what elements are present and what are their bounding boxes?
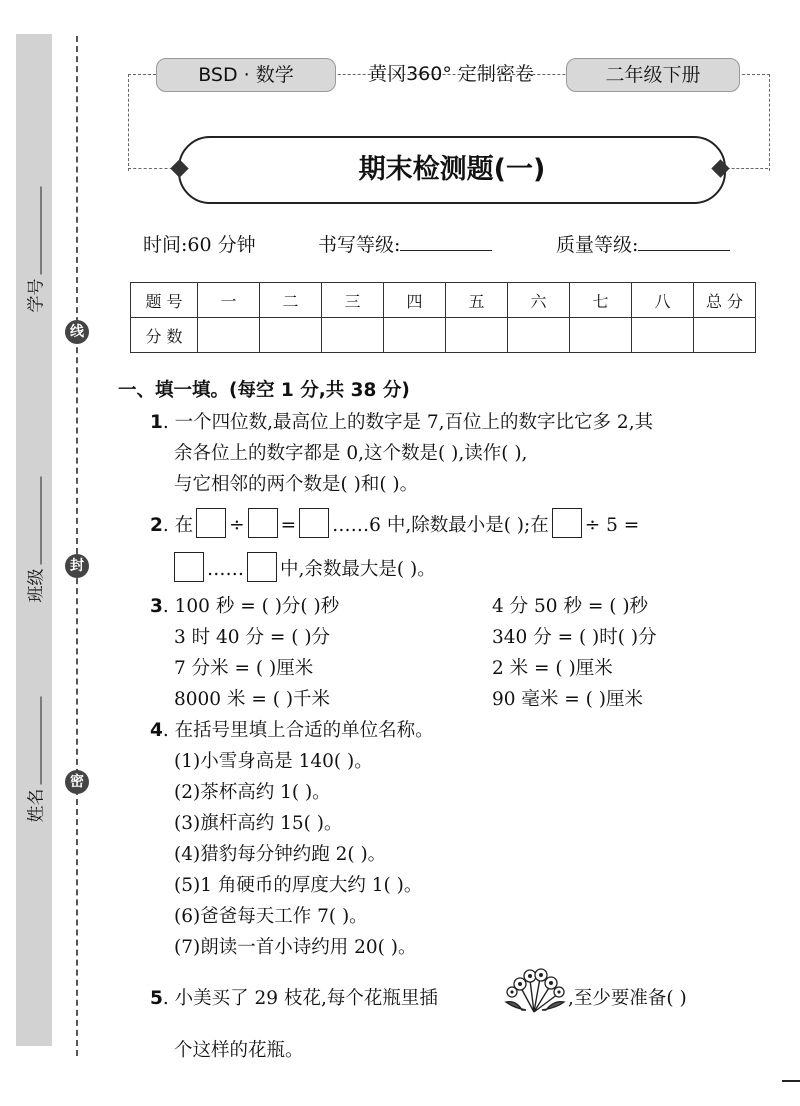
table-cell: 五 (446, 283, 508, 318)
question-text: . 100 秒 = ( )分( )秒 (162, 596, 340, 617)
student-id-field[interactable] (22, 173, 47, 313)
score-cell[interactable] (632, 318, 694, 353)
student-id-label: 学号 (26, 278, 47, 313)
question-text: . 在 (162, 515, 194, 536)
question-2-line-2 (174, 552, 436, 582)
question-4-item: (2)茶杯高约 1( )。 (174, 782, 331, 803)
table-cell: 七 (570, 283, 632, 318)
exam-time: 时间:60 分钟 (143, 234, 256, 256)
question-number: 2 (150, 515, 163, 536)
question-2-line-1 (150, 508, 639, 538)
question-number: 5 (150, 988, 163, 1009)
question-number: 3 (150, 596, 163, 617)
class-field[interactable] (22, 463, 47, 603)
question-3-row-4-left: 8000 米 = ( )千米 (174, 689, 331, 710)
score-cell[interactable] (446, 318, 508, 353)
answer-box[interactable] (552, 508, 582, 538)
question-3-row-4-right: 90 毫米 = ( )厘米 (492, 689, 643, 710)
subject-pill: BSD · 数学 (156, 58, 336, 92)
question-4-item: (3)旗杆高约 15( )。 (174, 813, 343, 834)
table-cell: 一 (198, 283, 260, 318)
question-text: ……6 中,除数最小是( );在 (332, 515, 549, 536)
question-5-line-1a (150, 984, 438, 1010)
seal-secret-marker: 密 (65, 770, 89, 794)
question-3-row-3-right: 2 米 = ( )厘米 (492, 658, 613, 679)
writing-grade-field[interactable] (318, 230, 492, 257)
quality-grade-field[interactable] (556, 230, 730, 257)
question-text: . 一个四位数,最高位上的数字是 7,百位上的数字比它多 2,其 (162, 412, 654, 433)
question-text: . 小美买了 29 枝花,每个花瓶里插 (162, 988, 438, 1009)
question-4-item: (7)朗读一首小诗约用 20( )。 (174, 937, 417, 958)
flowers-image (500, 964, 568, 1018)
grade-pill: 二年级下册 (566, 58, 740, 92)
answer-box[interactable] (196, 508, 226, 538)
score-cell[interactable] (198, 318, 260, 353)
score-table (130, 282, 756, 353)
table-cell: 题 号 (131, 283, 198, 318)
question-4-item: (4)猎豹每分钟约跑 2( )。 (174, 844, 387, 865)
writing-grade-label: 书写等级: (318, 234, 401, 256)
name-label: 姓名 (26, 788, 47, 823)
question-text: …… (207, 559, 244, 580)
question-text: 中,余数最大是( )。 (280, 559, 436, 580)
answer-box[interactable] (299, 508, 329, 538)
question-3-row-2-right: 340 分 = ( )时( )分 (492, 627, 657, 648)
score-cell[interactable] (508, 318, 570, 353)
question-5-line-1b: ,至少要准备( ) (568, 988, 687, 1009)
equals-sign: = (280, 515, 297, 536)
binding-cut-line (76, 36, 78, 1056)
question-3-row-1-right: 4 分 50 秒 = ( )秒 (492, 596, 649, 617)
answer-box[interactable] (248, 508, 278, 538)
question-3-row-1-left (150, 592, 339, 618)
question-3-row-3-left: 7 分米 = ( )厘米 (174, 658, 314, 679)
question-4-item: (1)小雪身高是 140( )。 (174, 751, 373, 772)
question-text: . 在括号里填上合适的单位名称。 (162, 720, 434, 741)
question-1-line-3: 与它相邻的两个数是( )和( )。 (174, 474, 419, 495)
answer-box[interactable] (174, 552, 204, 582)
quality-grade-label: 质量等级: (556, 234, 639, 256)
question-3-row-2-left: 3 时 40 分 = ( )分 (174, 627, 331, 648)
question-5-line-2: 个这样的花瓶。 (174, 1040, 304, 1061)
question-4-item: (6)爸爸每天工作 7( )。 (174, 906, 368, 927)
question-text: ÷ 5 = (584, 515, 640, 536)
question-number: 1 (150, 412, 163, 433)
score-cell[interactable] (384, 318, 446, 353)
question-1-line-2: 余各位上的数字都是 0,这个数是( ),读作( ), (174, 443, 528, 464)
score-table-score-row (131, 318, 756, 353)
question-number: 4 (150, 720, 163, 741)
table-cell: 二 (260, 283, 322, 318)
score-cell[interactable] (260, 318, 322, 353)
score-cell[interactable] (322, 318, 384, 353)
score-cell[interactable] (694, 318, 756, 353)
question-4-title (150, 716, 434, 742)
seal-seal-marker: 封 (65, 554, 89, 578)
page-corner-mark (782, 1080, 800, 1082)
name-field[interactable] (22, 683, 47, 823)
table-cell: 八 (632, 283, 694, 318)
divide-sign: ÷ (229, 515, 245, 536)
class-label: 班级 (26, 568, 47, 603)
section-heading: 一、填一填。(每空 1 分,共 38 分) (118, 380, 410, 401)
brand-title: 黄冈360° 定制密卷 (368, 63, 534, 85)
score-table-header-row (131, 283, 756, 318)
question-4-item: (5)1 角硬币的厚度大约 1( )。 (174, 875, 423, 896)
table-cell: 三 (322, 283, 384, 318)
question-1-line-1 (150, 408, 653, 434)
seal-line-marker: 线 (65, 320, 89, 344)
table-cell: 四 (384, 283, 446, 318)
table-cell: 分 数 (131, 318, 198, 353)
exam-title: 期末检测题(一) (178, 136, 726, 204)
score-cell[interactable] (570, 318, 632, 353)
answer-box[interactable] (247, 552, 277, 582)
table-cell: 总 分 (694, 283, 756, 318)
table-cell: 六 (508, 283, 570, 318)
